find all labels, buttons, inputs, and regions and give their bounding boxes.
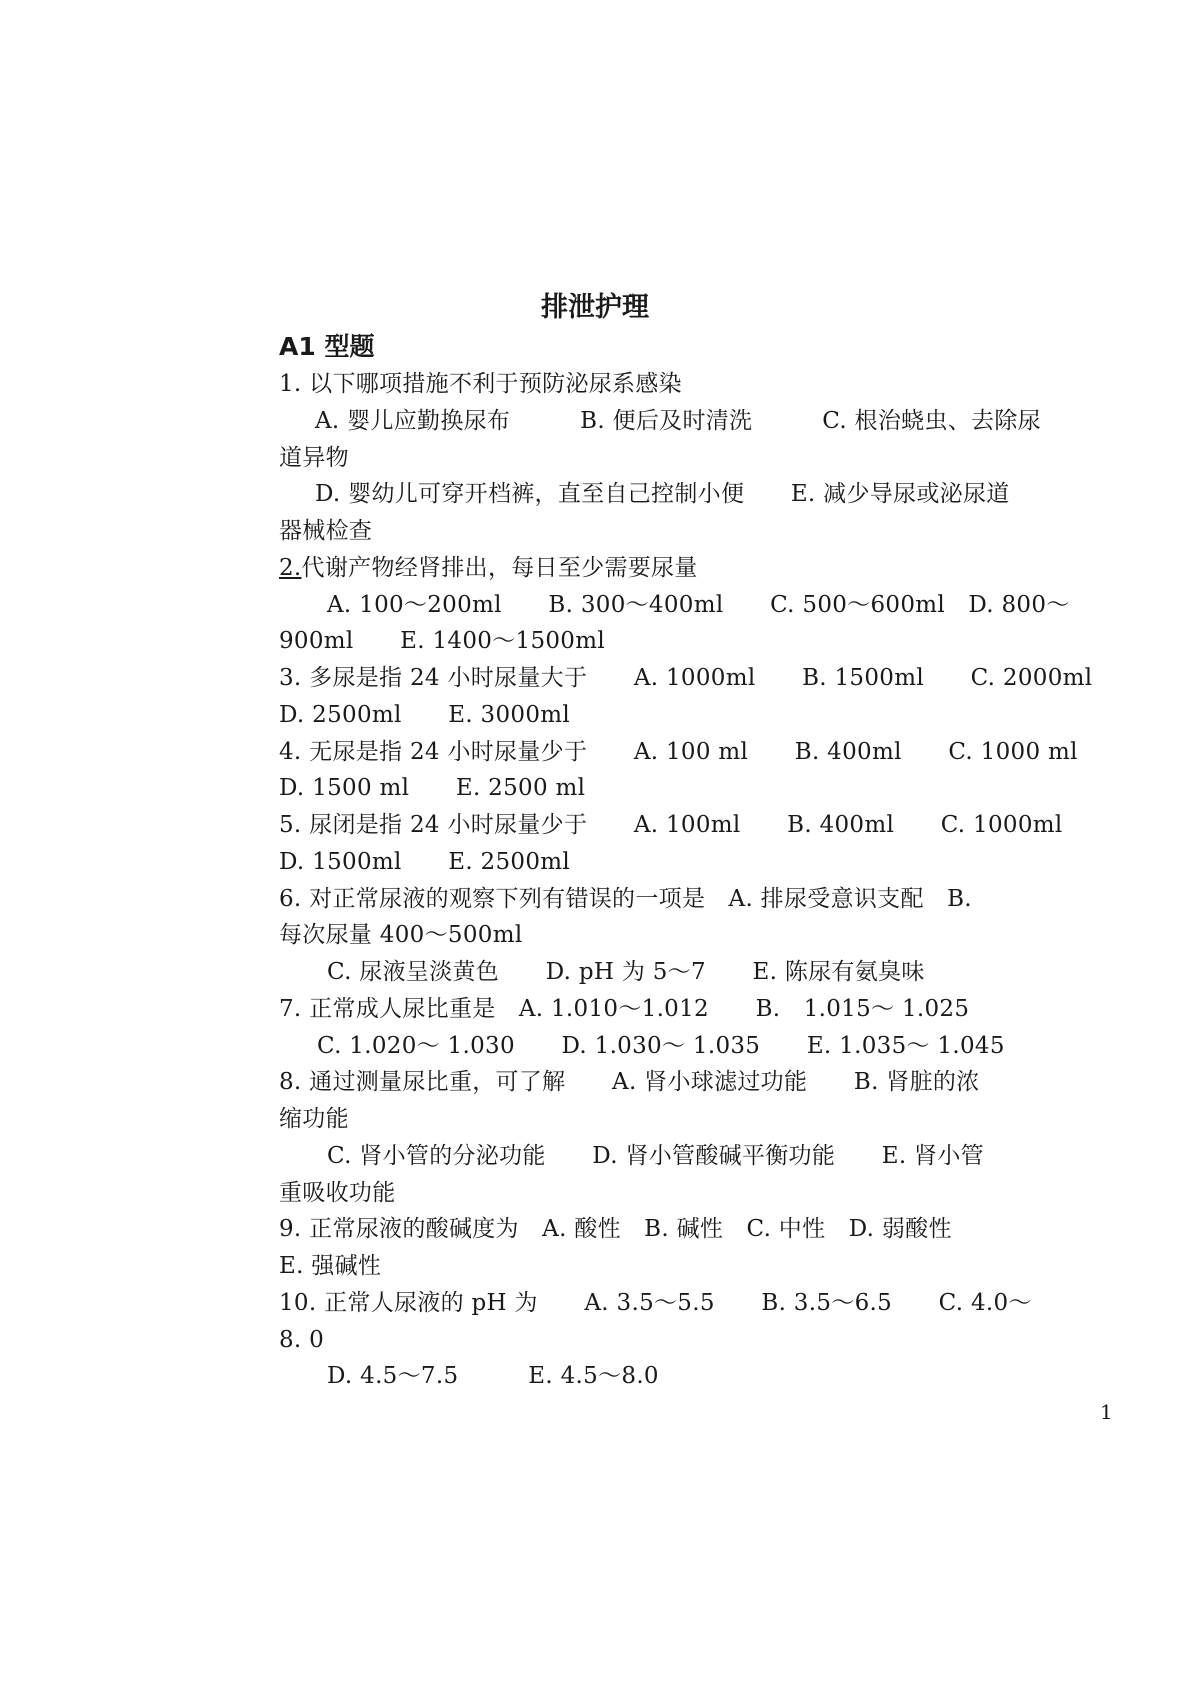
question-2-options: A. 100～200ml B. 300～400ml C. 500～600ml D. 800～ xyxy=(327,591,1070,618)
question-3-stem: 3. 多尿是指 24 小时尿量大于 A. 1000ml B. 1500ml C. 2000ml xyxy=(279,665,1093,691)
question-8-options: C. 肾小管的分泌功能 D. 肾小管酸碱平衡功能 E. 肾小管 xyxy=(327,1142,984,1169)
question-7-stem: 7. 正常成人尿比重是 A. 1.010～1.012 B. 1.015～ 1.025 xyxy=(279,995,970,1022)
document-title: 排泄护理 xyxy=(541,292,649,323)
question-8-stem: 8. 通过测量尿比重，可了解 A. 肾小球滤过功能 B. 肾脏的浓 xyxy=(279,1069,980,1096)
question-5-stem: 5. 尿闭是指 24 小时尿量少于 A. 100ml B. 400ml C. 1000ml xyxy=(279,812,1063,838)
question-8-options-cont: 重吸收功能 xyxy=(279,1179,396,1206)
question-1-options: A. 婴儿应勤换尿布 B. 便后及时清洗 C. 根治蛲虫、去除尿 xyxy=(315,407,1041,434)
question-1-options-cont: 道异物 xyxy=(279,444,349,471)
question-5-options-cont: D. 1500ml E. 2500ml xyxy=(279,848,571,875)
question-10-options-2: D. 4.5～7.5 E. 4.5～8.0 xyxy=(327,1363,659,1390)
question-9-stem: 9. 正常尿液的酸碱度为 A. 酸性 B. 碱性 C. 中性 D. 弱酸性 xyxy=(279,1216,952,1243)
question-6-stem-cont: 每次尿量 400～500ml xyxy=(279,922,523,949)
question-4-stem: 4. 无尿是指 24 小时尿量少于 A. 100 ml B. 400ml C. 1000 ml xyxy=(279,738,1078,765)
question-7-options: C. 1.020～ 1.030 D. 1.030～ 1.035 E. 1.035～ 1.045 xyxy=(317,1032,1005,1059)
question-2-stem xyxy=(279,550,1039,587)
question-6-options: C. 尿液呈淡黄色 D. pH 为 5～7 E. 陈尿有氨臭味 xyxy=(327,959,925,985)
question-9-options-cont: E. 强碱性 xyxy=(279,1253,382,1279)
question-3-options-cont: D. 2500ml E. 3000ml xyxy=(279,701,571,728)
page-number: 1 xyxy=(1100,1400,1113,1424)
question-1-options-2: D. 婴幼儿可穿开档裤，直至自己控制小便 E. 减少导尿或泌尿道 xyxy=(315,481,1010,508)
question-10-options-cont: 8. 0 xyxy=(279,1326,325,1353)
question-6-stem: 6. 对正常尿液的观察下列有错误的一项是 A. 排尿受意识支配 B. xyxy=(279,885,972,912)
question-2-options-cont: 900ml E. 1400～1500ml xyxy=(279,628,606,655)
question-4-options-cont: D. 1500 ml E. 2500 ml xyxy=(279,775,586,802)
question-1-options-2-cont: 器械检查 xyxy=(279,518,373,544)
question-10-stem: 10. 正常人尿液的 pH 为 A. 3.5～5.5 B. 3.5～6.5 C. 4.0～ xyxy=(279,1289,1032,1316)
section-heading: A1 型题 xyxy=(279,332,375,361)
question-2-number: 2. xyxy=(279,554,302,581)
question-8-stem-cont: 缩功能 xyxy=(279,1106,349,1132)
question-2-text: 代谢产物经肾排出，每日至少需要尿量 xyxy=(301,554,698,581)
question-1-stem: 1. 以下哪项措施不利于预防泌尿系感染 xyxy=(279,371,682,397)
question-list xyxy=(279,366,1093,1395)
